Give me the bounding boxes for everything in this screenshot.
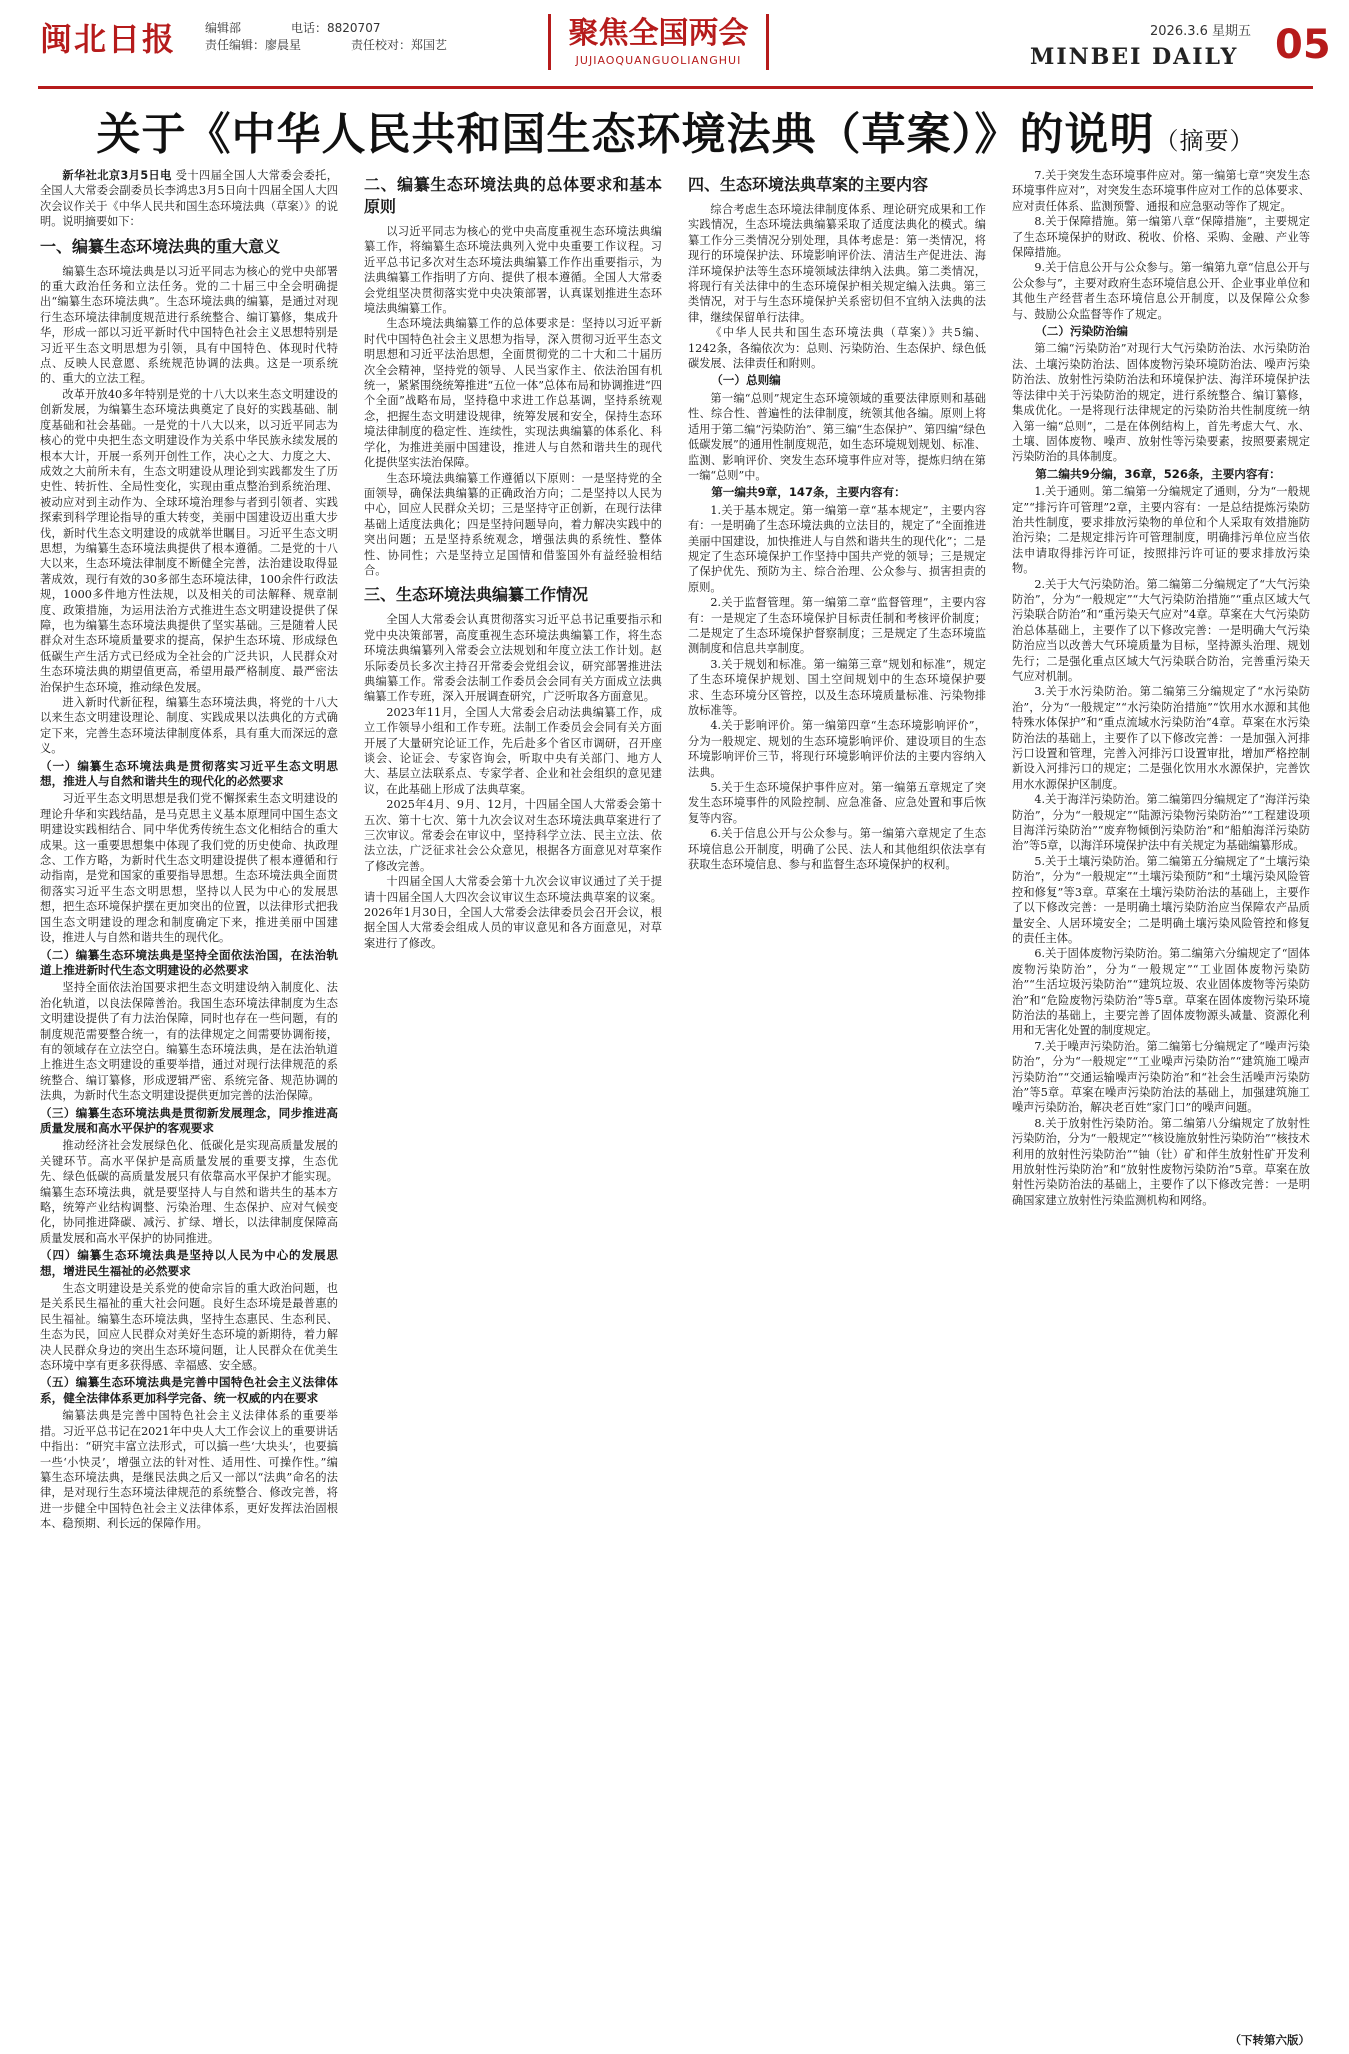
article-headline xyxy=(38,98,1313,162)
section-4-heading: 四、生态环境法典草案的主要内容 xyxy=(688,175,929,194)
subheading: （二）污染防治编 xyxy=(1035,324,1128,339)
continued-note: （下转第六版） xyxy=(1226,2033,1311,2048)
paragraph: 8.关于放射性污染防治。第二编第八分编规定了放射性污染防治，分为“一般规定”“核设施放射性污染防治”“核技术利用的放射性污染防治”“铀（钍）矿和伴生放射性矿开发利用放射性污染防治”和“放射性废物污染防治”5章。草案在放射性污染防治法的基础上，主要作了以下修改完善：一是明确国家建立放射性污染监测机构和网络。 xyxy=(1012,1116,1310,1207)
subheading: 第一编共9章，147条，主要内容有： xyxy=(711,485,906,500)
paragraph: 5.关于土壤污染防治。第二编第五分编规定了“土壤污染防治”，分为“一般规定”“土壤污染预防”和“土壤污染风险管控和修复”等3章。草案在土壤污染防治法的基础上，主要作了以下修改完善：一是明确土壤污染防治应当保障农产品质量安全、人居环境安全；二是明确土壤污染风险管控和修复的责任主体。 xyxy=(1012,854,1310,945)
paragraph: 2.关于大气污染防治。第二编第二分编规定了“大气污染防治”，分为“一般规定”“大气污染防治措施”“重点区域大气污染联合防治”和“重污染天气应对”4章。草案在大气污染防治总体基础上，主要作了以下修改完善：一是明确大气污染防治应当以改善大气环境质量为目标，坚持源头治理、规划先行；二是强化重点区域大气污染联合防治，完善重污染天气应对机制。 xyxy=(1012,577,1310,683)
page-number: 05 xyxy=(1275,22,1331,68)
paragraph: 综合考虑生态环境法律制度体系、理论研究成果和工作实践情况，生态环境法典编纂采取了适度法典化的模式。编纂工作分三类情况分别处理，具体考虑是：第一类情况，将现行的环境保护法、环境影响评价法、清洁生产促进法、海洋环境保护法等生态环境领域法律纳入法典。第二类情况，将现行有关法律中的生态环境保护相关规定编入法典。第三类情况，对于与生态环境保护关系密切但不宜纳入法典的法律，继续保留单行法律。 xyxy=(688,203,986,324)
paragraph: 4.关于海洋污染防治。第二编第四分编规定了“海洋污染防治”，分为“一般规定”“陆源污染物污染防治”“工程建设项目海洋污染防治”“废弃物倾倒污染防治”和“船舶海洋污染防治”等5章，以海洋环境保护法中有关规定为基础编纂形成。 xyxy=(1012,793,1310,853)
paragraph: 2023年11月，全国人大常委会启动法典编纂工作，成立工作领导小组和工作专班。法制工作委员会会同有关方面开展了大量研究论证工作，先后赴多个省区市调研，召开座谈会、论证会、专家咨询会，听取中央有关部门、地方人大、基层立法联系点、专家学者、企业和社会组织的意见建议，在此基础上形成了法典草案。 xyxy=(364,705,662,796)
column-3 xyxy=(688,168,986,2048)
lead-paragraph xyxy=(40,168,338,230)
issue-date: 2026.3.6 星期五 xyxy=(1150,24,1252,39)
dateline: 新华社北京3月5日电 xyxy=(62,169,172,182)
paragraph: 7.关于突发生态环境事件应对。第一编第七章“突发生态环境事件应对”，对突发生态环境事件应对工作的总体要求、应对责任体系、监测预警、通报和应急驱动等作了规定。 xyxy=(1012,169,1310,213)
headline-suffix: （摘要） xyxy=(1154,127,1255,155)
section-title: 聚焦全国两会 xyxy=(568,16,749,51)
editor-label: 编辑部 xyxy=(205,21,242,35)
paragraph: 推动经济社会发展绿色化、低碳化是实现高质量发展的关键环节。高水平保护是高质量发展的重要支撑，生态优先、绿色低碳的高质量发展只有依靠高水平保护才能实现。编纂生态环境法典，就是要坚持人与自然和谐共生的基本方略，统筹产业结构调整、污染治理、生态保护、应对气候变化，协同推进降碳、减污、扩绿、增长，以法律制度保障高质量发展和高水平保护的协同推进。 xyxy=(40,1139,338,1245)
subheading: （一）编纂生态环境法典是贯彻落实习近平生态文明思想，推进人与自然和谐共生的现代化的必然要求 xyxy=(40,758,338,789)
paragraph: 习近平生态文明思想是我们党不懈探索生态文明建设的理论升华和实践结晶，是马克思主义基本原理同中国生态文明建设实践相结合、同中华优秀传统生态文化相结合的重大成果。这一重要思想集中体现了我们党的历史使命、执政理念、工作方略，为新时代生态文明建设提供了根本遵循和行动指南，是党和国家的重要指导思想。生态环境法典全面贯彻落实习近平生态文明思想，坚持以人民为中心的发展思想，把生态环境保护摆在更加突出的位置，以法律形式把我国生态文明建设的理念和制度确定下来，推进美丽中国建设，推进人与自然和谐共生的现代化。 xyxy=(40,792,338,945)
paragraph: 第一编“总则”规定生态环境领域的重要法律原则和基础性、综合性、普遍性的法律制度，统领其他各编。原则上将适用于第二编“污染防治”、第三编“生态保护”、第四编“绿色低碳发展”的通用性制度规范，如生态环境规划规划、标准、监测、影响评价、突发生态环境事件应对等，提炼归纳在第一编“总则”中。 xyxy=(688,391,986,482)
phone-label: 电话：8820707 xyxy=(291,21,381,35)
paragraph: 编纂生态环境法典是以习近平同志为核心的党中央部署的重大政治任务和立法任务。党的二十届三中全会明确提出“编纂生态环境法典”。生态环境法典的编纂，是通过对现行生态环境法律制度规范进行系统整合、编订纂修，集成升华，形成一部以习近平新时代中国特色社会主义思想特别是习近平生态文明思想为引领，具有中国特色、体现时代特点、反映人民意愿、系统规范协调的法典。这是一项系统的、重大的立法工程。 xyxy=(40,264,338,386)
paragraph: 第二编“污染防治”对现行大气污染防治法、水污染防治法、土壤污染防治法、固体废物污染环境防治法、噪声污染防治法、放射性污染防治法和环境保护法、海洋环境保护法等法律中关于污染防治的规定，进行系统整合、编订纂修，集成优化。一是将现行法律规定的污染防治共性制度统一纳入第一编“总则”，二是在体例结构上，首先考虑大气、水、土壤、固体废物、噪声、放射性等污染要素，按照要素规定污染防治的具体制度。 xyxy=(1012,342,1310,464)
paragraph: 9.关于信息公开与公众参与。第一编第九章“信息公开与公众参与”，主要对政府生态环境信息公开、企业事业单位和其他生产经营者生态环境信息公开制度，以及保障公众参与、鼓励公众监督等作了规定。 xyxy=(1012,261,1310,321)
column-4 xyxy=(1012,168,1310,2048)
paragraph: 2.关于监督管理。第一编第二章“监督管理”，主要内容有：一是规定了生态环境保护目标责任制和考核评价制度；二是规定了生态环境保护督察制度；三是规定了生态环境监测制度和信息共享制度。 xyxy=(688,596,986,656)
section-1-heading: 一、编纂生态环境法典的重大意义 xyxy=(40,236,281,256)
editor-in-charge: 责任编辑：廖晨星 xyxy=(205,38,302,52)
paragraph: 4.关于影响评价。第一编第四章“生态环境影响评价”，分为一般规定、规划的生态环境影响评价、建设项目的生态环境影响评价三节，将现行环境影响评价法的主要内容纳入法典。 xyxy=(688,719,986,779)
lead-text: 受十四届全国人大常委会委托，全国人大常委会副委员长李鸿忠3月5日向十四届全国人大四次会议作关于《中华人民共和国生态环境法典（草案）》的说明。说明摘要如下： xyxy=(40,169,338,229)
paragraph: 《中华人民共和国生态环境法典（草案）》共5编、1242条，各编依次为：总则、污染防治、生态保护、绿色低碳发展、法律责任和附则。 xyxy=(688,326,986,371)
section-2-heading: 二、编纂生态环境法典的总体要求和基本原则 xyxy=(364,175,662,216)
paragraph: 3.关于规划和标准。第一编第三章“规划和标准”，规定了生态环境保护规划、国土空间规划中的生态环境保护要求、生态环境分区管控，以及生态环境质量标准、污染物排放标准等。 xyxy=(688,657,986,717)
paragraph: 生态环境法典编纂工作的总体要求是：坚持以习近平新时代中国特色社会主义思想为指导，深入贯彻习近平生态文明思想和习近平法治思想，全面贯彻党的二十大和二十届历次全会精神，坚持党的领导、人民当家作主、依法治国有机统一，紧紧围绕统筹推进“五位一体”总体布局和协调推进“四个全面”战略布局，坚持稳中求进工作总基调，坚持系统观念，把握生态文明建设规律，统筹发展和安全，保持生态环境法律制度的稳定性、连续性，实现法典编纂的体系化、科学化，为推进美丽中国建设，推进人与自然和谐共生的现代化提供坚实法治保障。 xyxy=(364,317,662,470)
paragraph: 5.关于生态环境保护事件应对。第一编第五章规定了突发生态环境事件的风险控制、应急准备、应急处置和事后恢复等内容。 xyxy=(688,781,986,825)
paragraph: 3.关于水污染防治。第二编第三分编规定了“水污染防治”，分为“一般规定”“水污染防治措施”“饮用水水源和其他特殊水体保护”和“重点流域水污染防治”4章。草案在水污染防治法的基础上，主要作了以下修改完善：一是加强入河排污口设置和管理，完善入河排污口设置审批，增加严格控制新设入河排污口的规定；二是强化饮用水水源保护，完善饮用水水源保护区制度。 xyxy=(1012,685,1310,791)
paragraph: 7.关于噪声污染防治。第二编第七分编规定了“噪声污染防治”，分为“一般规定”“工业噪声污染防治”“建筑施工噪声污染防治”“交通运输噪声污染防治”和“社会生活噪声污染防治”等5章。草案在噪声污染防治法的基础上，加强建筑施工噪声污染防治，解决老百姓“家门口”的噪声问题。 xyxy=(1012,1039,1310,1115)
article-body xyxy=(40,168,1310,2048)
proofreader: 责任校对：郑国艺 xyxy=(351,38,448,52)
column-2 xyxy=(364,168,662,2048)
paragraph: 6.关于固体废物污染防治。第二编第六分编规定了“固体废物污染防治”，分为“一般规定”“工业固体废物污染防治”“生活垃圾污染防治”“建筑垃圾、农业固体废物等污染防治”和“危险废物污染防治”等5章。草案在固体废物污染环境防治法的基础上，主要完善了固体废物源头减量、资源化利用和无害化处置的制度规定。 xyxy=(1012,947,1310,1038)
paragraph: 1.关于基本规定。第一编第一章“基本规定”，主要内容有：一是明确了生态环境法典的立法目的，规定了“全面推进美丽中国建设，加快推进人与自然和谐共生的现代化”；二是规定了生态环境保护工作坚持中国共产党的领导；三是规定了保护优先、预防为主、综合治理、公众参与、损害担责的原则。 xyxy=(688,503,986,594)
headline-main: 关于《中华人民共和国生态环境法典（草案）》的说明 xyxy=(96,109,1155,160)
paragraph: 进入新时代新征程，编纂生态环境法典，将党的十八大以来生态文明建设理论、制度、实践成果以法典化的方式确定下来，完善生态环境法律制度体系，具有重大而深远的意义。 xyxy=(40,696,338,756)
paragraph: 十四届全国人大常委会第十九次会议审议通过了关于提请十四届全国人大四次会议审议生态环境法典草案的议案。2026年1月30日，全国人大常委会法律委员会召开会议，根据全国人大常委会组成人员的审议意见和各方面意见，对草案进行了修改。 xyxy=(364,875,662,950)
paragraph: 生态文明建设是关系党的使命宗旨的重大政治问题，也是关系民生福祉的重大社会问题。良好生态环境是最普惠的民生福祉。编纂生态环境法典，坚持生态惠民、生态利民、生态为民，回应人民群众对美好生态环境的新期待，着力解决人民群众身边的突出生态环境问题，让人民群众在优美生态环境中享有更多获得感、幸福感、安全感。 xyxy=(40,1282,338,1373)
paragraph: 6.关于信息公开与公众参与。第一编第六章规定了生态环境信息公开制度，明确了公民、法人和其他组织依法享有获取生态环境信息、参与和监督生态环境保护的权利。 xyxy=(688,827,986,872)
header-rule xyxy=(38,86,1313,89)
paragraph: 编纂法典是完善中国特色社会主义法律体系的重要举措。习近平总书记在2021年中央人大工作会议上的重要讲话中指出：“研究丰富立法形式，可以搞一些‘大块头’，也要搞一些‘小快灵’，增强立法的针对性、适用性、可操作性。”编纂生态环境法典，是继民法典之后又一部以“法典”命名的法律，是对现行生态环境法律规范的系统整合、修改完善，将进一步健全中国特色社会主义法律体系，更好发挥法治固根本、稳预期、利长远的保障作用。 xyxy=(40,1409,338,1531)
section-3-heading: 三、生态环境法典编纂工作情况 xyxy=(364,585,589,605)
section-pinyin: JUJIAOQUANGUOLIANGHUI xyxy=(575,54,742,67)
paragraph: 全国人大常委会认真贯彻落实习近平总书记重要指示和党中央决策部署，高度重视生态环境法典编纂工作，将生态环境法典编纂列入常委会立法规划和年度立法工作计划。赵乐际委员长多次主持召开常委会党组会议，研究部署推进法典编纂工作。常委会法制工作委员会会同有关方面成立法典编纂工作专班，深入开展调查研究，广泛听取各方面意见。 xyxy=(364,613,662,704)
section-banner xyxy=(548,14,769,70)
masthead-meta xyxy=(205,20,497,54)
subheading: （五）编纂生态环境法典是完善中国特色社会主义法律体系，健全法律体系更加科学完备、统一权威的内在要求 xyxy=(40,1375,338,1405)
subheading: （二）编纂生态环境法典是坚持全面依法治国，在法治轨道上推进新时代生态文明建设的必然要求 xyxy=(40,947,338,977)
paragraph: 生态环境法典编纂工作遵循以下原则：一是坚持党的全面领导，确保法典编纂的正确政治方向；二是坚持以人民为中心，回应人民群众关切；三是坚持守正创新，在现行法律基础上适度法典化；四是坚持问题导向，着力解决实践中的突出问题；五是坚持系统观念，增强法典的系统性、整体性、协同性；六是坚持立足国情和借鉴国外有益经验相结合。 xyxy=(364,471,662,577)
paragraph: 1.关于通则。第二编第一分编规定了通则，分为“一般规定”“排污许可管理”2章，主要内容有：一是总结提炼污染防治共性制度，要求排放污染物的单位和个人采取有效措施防治污染；二是规定排污许可管理制度，明确排污单位应当依法申请取得排污许可证，按照排污许可证的要求排放污染物。 xyxy=(1012,485,1310,576)
paragraph: 8.关于保障措施。第一编第八章“保障措施”，主要规定了生态环境保护的财政、税收、价格、采购、金融、产业等保障措施。 xyxy=(1012,215,1310,260)
paragraph: 以习近平同志为核心的党中央高度重视生态环境法典编纂工作，将编纂生态环境法典列入党中央重要工作议程。习近平总书记多次对生态环境法典编纂工作作出重要指示，为法典编纂工作指明了方向、提供了根本遵循。全国人大常委会党组坚决贯彻落实党中央决策部署，认真谋划推进生态环境法典编纂工作。 xyxy=(364,225,662,316)
paragraph: 2025年4月、9月、12月，十四届全国人大常委会第十五次、第十七次、第十九次会议对生态环境法典草案进行了三次审议。常委会在审议中，坚持科学立法、民主立法、依法立法，广泛征求社会公众意见，根据各方面意见对草案作了修改完善。 xyxy=(364,798,662,873)
subheading: 第二编共9分编，36章，526条，主要内容有： xyxy=(1035,466,1281,481)
paragraph: 坚持全面依法治国要求把生态文明建设纳入制度化、法治化轨道，以良法保障善治。我国生态环境法律制度为生态文明建设提供了有力法治保障，同时也存在一些问题，有的制度规范需要整合统一，有的法律规定之间需要协调衔接，有的领域存在立法空白。编纂生态环境法典，是在法治轨道上推进生态文明建设的重要举措，通过对现行法律规范的系统整合、编订纂修，形成逻辑严密、系统完备、规范协调的法典，为新时代生态文明建设提供更加完善的法治保障。 xyxy=(40,981,338,1103)
subheading: （三）编纂生态环境法典是贯彻新发展理念，同步推进高质量发展和高水平保护的客观要求 xyxy=(40,1105,338,1135)
subheading: （一）总则编 xyxy=(711,373,781,388)
column-1 xyxy=(40,168,338,2048)
newspaper-logo: 闽北日报 xyxy=(40,20,177,58)
daily-name: MINBEI DAILY xyxy=(1030,44,1239,70)
subheading: （四）编纂生态环境法典是坚持以人民为中心的发展思想，增进民生福祉的必然要求 xyxy=(40,1248,338,1278)
paragraph: 改革开放40多年特别是党的十八大以来生态文明建设的创新发展，为编纂生态环境法典奠定了良好的实践基础、制度基础和社会基础。一是党的十八大以来，以习近平同志为核心的党中央把生态文明建设作为关系中华民族永续发展的根本大计，开展一系列开创性工作，决心之大、力度之大、成效之大前所未有，生态文明建设从理论到实践都发生了历史性、转折性、全局性变化，实现由重点整治到系统治理、被动应对到主动作为、全球环境治理参与者到引领者、实践探索到科学理论指导的重大转变，美丽中国建设迈出重大步伐，新时代生态文明建设的成就举世瞩目。习近平生态文明思想，为编纂生态环境法典提供了根本遵循。二是党的十八大以来，生态环境法律制度不断健全完善，法治建设取得显著成效，现行有效的30多部生态环境法律，100余件行政法规，1000多件地方性法规，以及相关的司法解释、规章制度、政策措施，为运用法治方式推进生态文明建设提供了保障，也为编纂生态环境法典提供了坚实基础。三是随着人民群众对生态环境质量要求的提高，保护生态环境、形成绿色低碳生产生活方式已经成为全社会的广泛共识，人民群众对生态环境法典的期望值更高，希望用最严格制度、最严密法治保护生态环境，推动绿色发展。 xyxy=(40,387,338,694)
masthead xyxy=(0,0,1349,92)
